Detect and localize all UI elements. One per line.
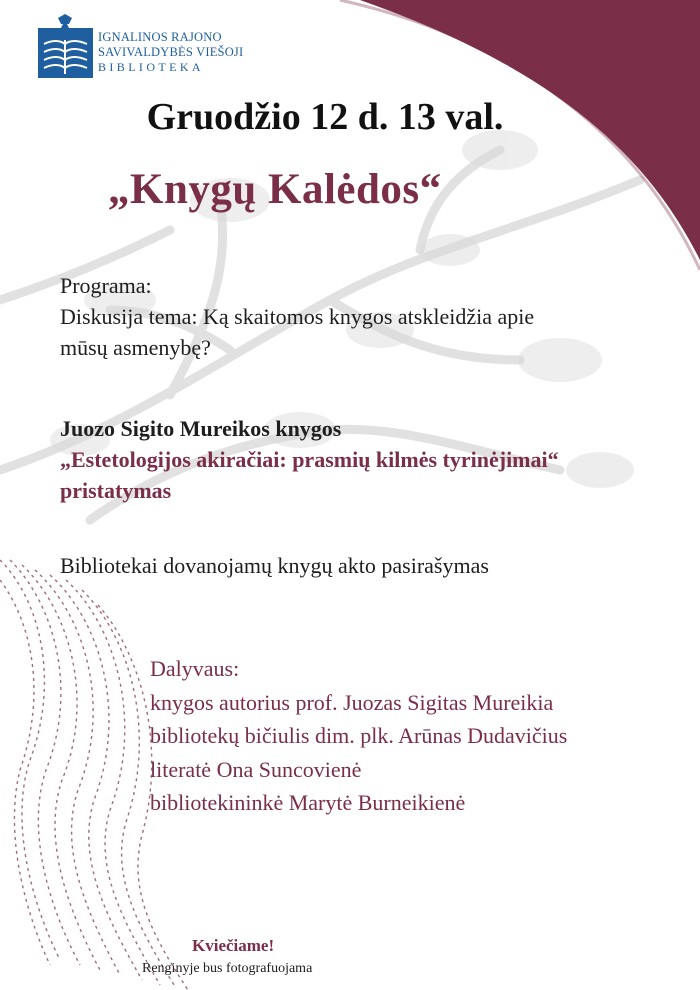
program-section (60, 270, 534, 363)
logo-line-3: BIBLIOTEKA (98, 60, 204, 74)
participant-item: literatė Ona Suncovienė (150, 756, 362, 782)
participants-list (150, 652, 567, 820)
book-line-3: pristatymas (60, 478, 172, 503)
logo-line-2: SAVIVALDYBĖS VIEŠOJI (98, 45, 244, 59)
event-title: „Knygų Kalėdos“ (108, 166, 442, 213)
photo-notice: Renginyje bus fotografuojama (142, 961, 313, 976)
invite-text: Kviečiame! (192, 936, 275, 955)
signing-line: Bibliotekai dovanojamų knygų akto pasirašymas (60, 553, 489, 578)
participants-heading: Dalyvaus: (150, 656, 240, 681)
logo-line-1: IGNALINOS RAJONO (98, 30, 222, 44)
program-heading: Programa: (60, 273, 152, 298)
book-line-2: „Estetologijos akiračiai: prasmių kilmės tyrinėjimai“ (60, 447, 559, 472)
participant-item: bibliotekininkė Marytė Burneikienė (150, 790, 466, 815)
participant-item: bibliotekų bičiulis dim. plk. Arūnas Dudavičius (150, 723, 568, 748)
discussion-line-2: mūsų asmenybę? (60, 335, 211, 360)
discussion-line-1: Diskusija tema: Ką skaitomos knygos atskleidžia apie (60, 304, 535, 329)
book-line-1: Juozo Sigito Mureikos knygos (60, 416, 342, 441)
event-date: Gruodžio 12 d. 13 val. (146, 96, 504, 138)
book-presentation (60, 413, 559, 506)
participant-item: knygos autorius prof. Juozas Sigitas Mureikia (150, 689, 554, 715)
